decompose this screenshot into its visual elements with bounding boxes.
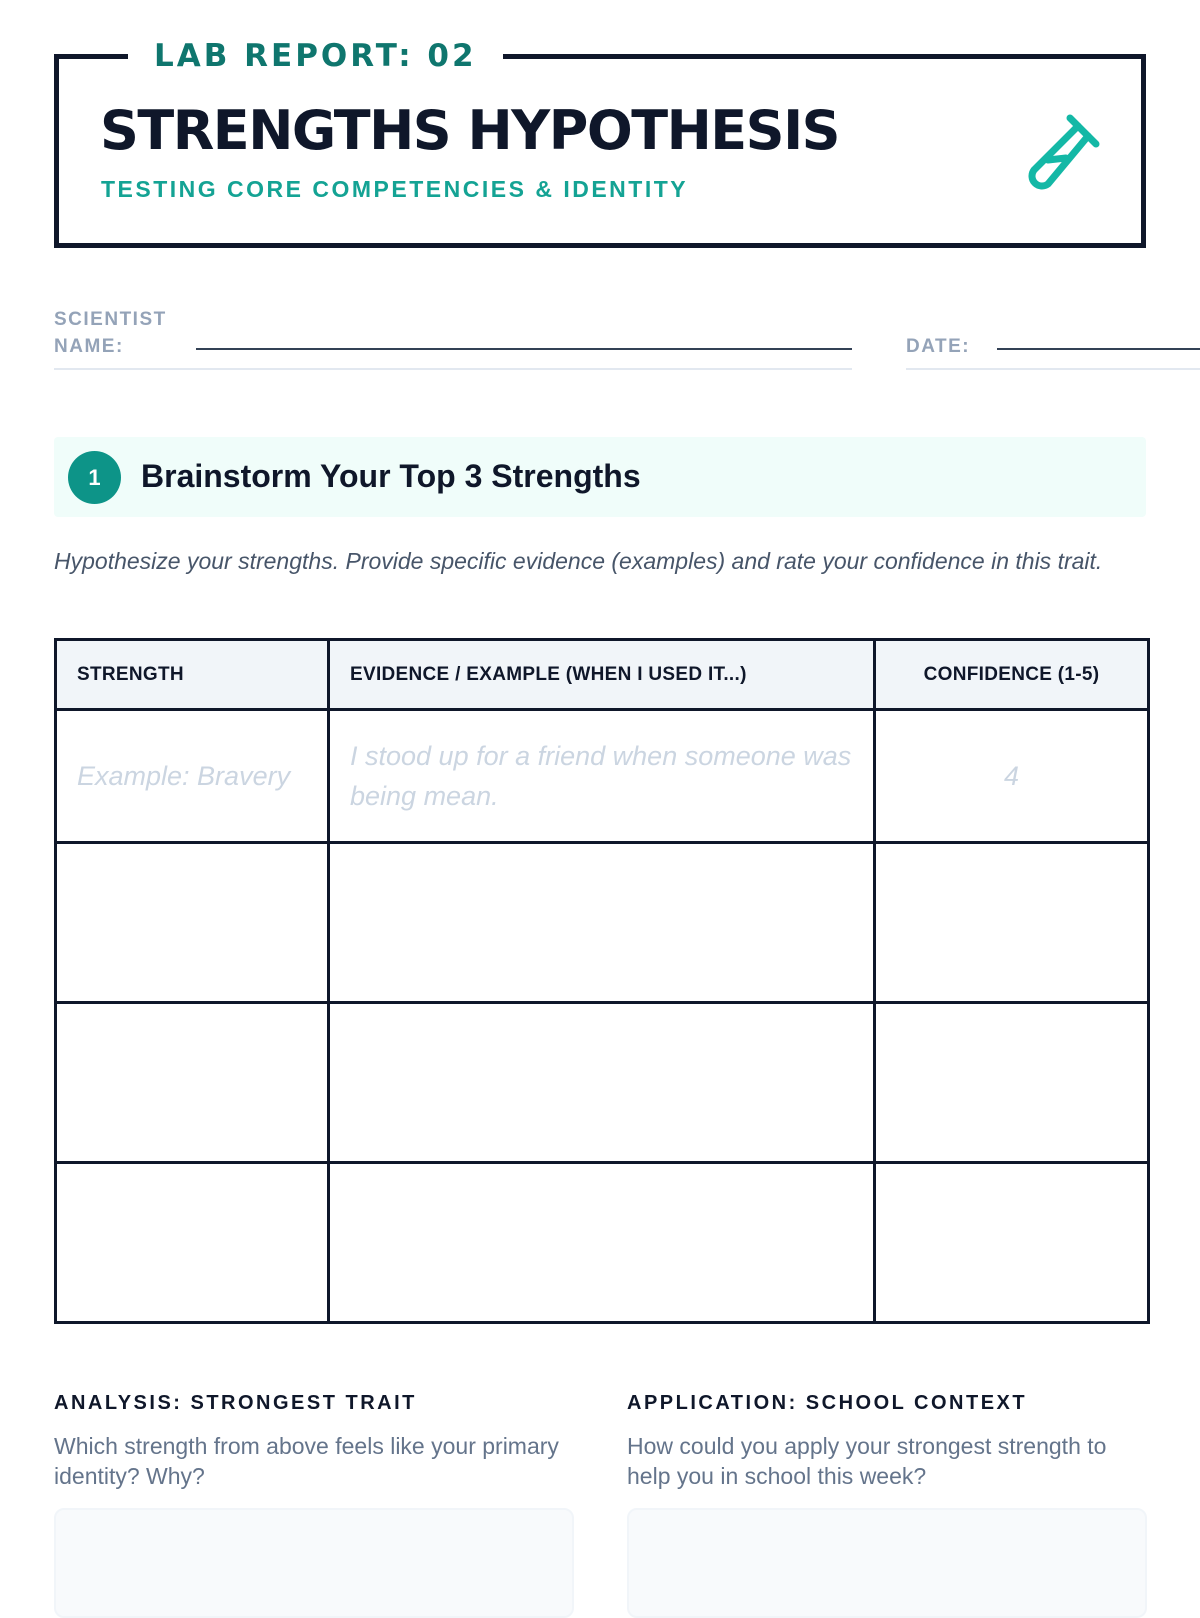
evidence-input-cell[interactable]: [329, 1003, 875, 1163]
column-header-evidence: EVIDENCE / EXAMPLE (WHEN I USED IT...): [329, 640, 875, 710]
strength-input-cell[interactable]: [56, 1003, 329, 1163]
example-evidence-cell: I stood up for a friend when someone was being mean.: [329, 710, 875, 843]
test-tube-icon: [1018, 112, 1102, 196]
column-header-confidence: CONFIDENCE (1-5): [875, 640, 1149, 710]
confidence-input-cell[interactable]: [875, 1003, 1149, 1163]
evidence-input-cell[interactable]: [329, 1163, 875, 1323]
table-row: [56, 1163, 1149, 1323]
page-title: STRENGTHS HYPOTHESIS: [100, 99, 840, 162]
analysis-question: Which strength from above feels like your primary identity? Why?: [54, 1433, 559, 1489]
confidence-input-cell[interactable]: [875, 843, 1149, 1003]
analysis-answer-box[interactable]: [54, 1508, 574, 1618]
section-title: Brainstorm Your Top 3 Strengths: [141, 458, 641, 494]
application-label: APPLICATION: SCHOOL CONTEXT: [627, 1392, 1028, 1414]
example-strength-cell: Example: Bravery: [56, 710, 329, 843]
table-row: [56, 843, 1149, 1003]
page-subtitle: TESTING CORE COMPETENCIES & IDENTITY: [101, 176, 689, 202]
table-header-row: [56, 640, 1149, 710]
date-line[interactable]: [997, 348, 1200, 350]
scientist-name-underline: [54, 368, 852, 370]
strengths-table: [54, 638, 1150, 1324]
lab-report-tag: LAB REPORT: 02: [128, 34, 503, 78]
date-label: DATE:: [906, 336, 971, 357]
example-row: [56, 710, 1149, 843]
example-confidence-cell: 4: [875, 710, 1149, 843]
analysis-label: ANALYSIS: STRONGEST TRAIT: [54, 1392, 417, 1414]
evidence-input-cell[interactable]: [329, 843, 875, 1003]
application-answer-box[interactable]: [627, 1508, 1147, 1618]
date-underline: [906, 368, 1200, 370]
section-number-badge: 1: [68, 451, 121, 504]
strength-input-cell[interactable]: [56, 843, 329, 1003]
scientist-name-line[interactable]: [196, 348, 852, 350]
table-row: [56, 1003, 1149, 1163]
scientist-name-label: SCIENTIST NAME:: [54, 309, 167, 357]
column-header-strength: STRENGTH: [56, 640, 329, 710]
strength-input-cell[interactable]: [56, 1163, 329, 1323]
section-instructions: Hypothesize your strengths. Provide specific evidence (examples) and rate your confidence in this trait.: [54, 548, 1103, 574]
application-question: How could you apply your strongest strength to help you in school this week?: [627, 1433, 1107, 1489]
confidence-input-cell[interactable]: [875, 1163, 1149, 1323]
